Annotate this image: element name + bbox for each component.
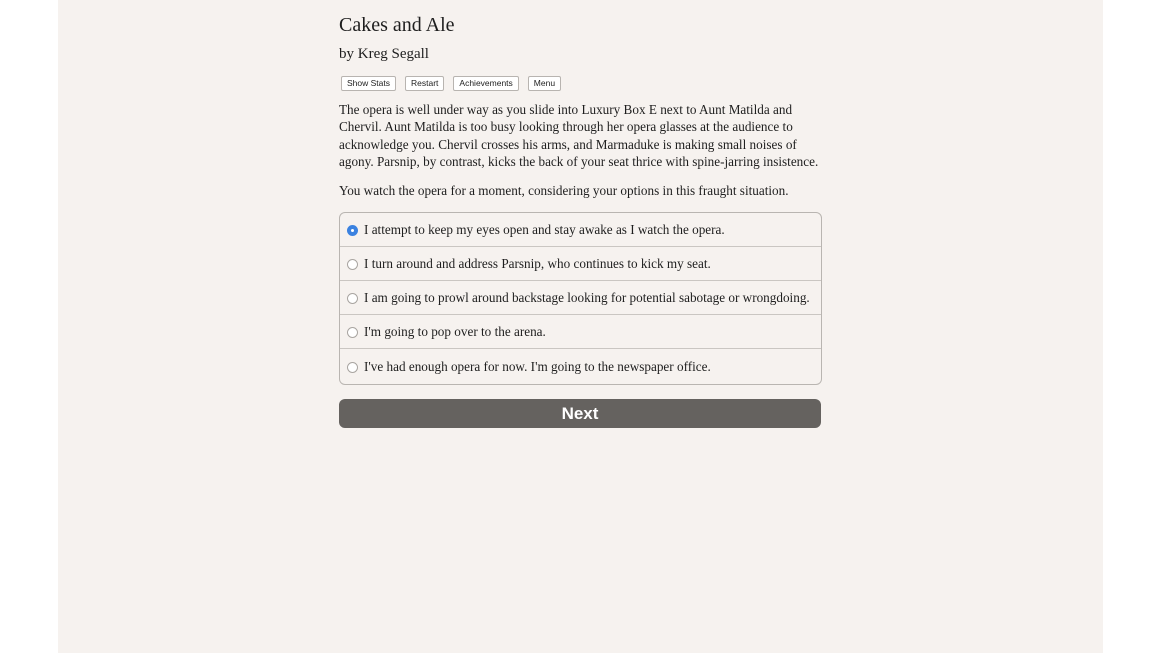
radio-button-icon[interactable] (347, 327, 358, 338)
choice-option-5[interactable] (340, 349, 821, 384)
choice-label: I've had enough opera for now. I'm going to the newspaper office. (364, 358, 711, 374)
radio-button-icon[interactable] (347, 225, 358, 236)
choice-label: I turn around and address Parsnip, who continues to kick my seat. (364, 255, 711, 271)
game-title: Cakes and Ale (339, 14, 455, 36)
radio-button-icon[interactable] (347, 293, 358, 304)
choice-option-3[interactable] (340, 281, 821, 315)
radio-button-icon[interactable] (347, 362, 358, 373)
choice-label: I attempt to keep my eyes open and stay awake as I watch the opera. (364, 221, 725, 237)
choice-option-2[interactable] (340, 247, 821, 281)
achievements-button[interactable]: Achievements (453, 76, 518, 91)
radio-button-icon[interactable] (347, 259, 358, 270)
choice-option-1[interactable] (340, 213, 821, 247)
next-button[interactable]: Next (339, 399, 821, 428)
choice-list (339, 212, 822, 385)
game-page (58, 0, 1103, 653)
choice-option-4[interactable] (340, 315, 821, 349)
story-paragraph: The opera is well under way as you slide into Luxury Box E next to Aunt Matilda and Chervil. Aunt Matilda is too busy looking through her opera glasses at the audience to acknowledge you. Chervil crosses his arms, and Marmaduke is making small noises of agony. Parsnip, by contrast, kicks the back of your seat thrice with spine-jarring insistence. (339, 102, 819, 170)
choice-label: I am going to prowl around backstage looking for potential sabotage or wrongdoing. (364, 289, 810, 305)
author-line: by Kreg Segall (339, 46, 429, 62)
choice-label: I'm going to pop over to the arena. (364, 323, 546, 339)
story-paragraph: You watch the opera for a moment, considering your options in this fraught situation. (339, 183, 789, 198)
restart-button[interactable]: Restart (405, 76, 444, 91)
show-stats-button[interactable]: Show Stats (341, 76, 396, 91)
menu-button[interactable]: Menu (528, 76, 561, 91)
toolbar (341, 76, 561, 91)
